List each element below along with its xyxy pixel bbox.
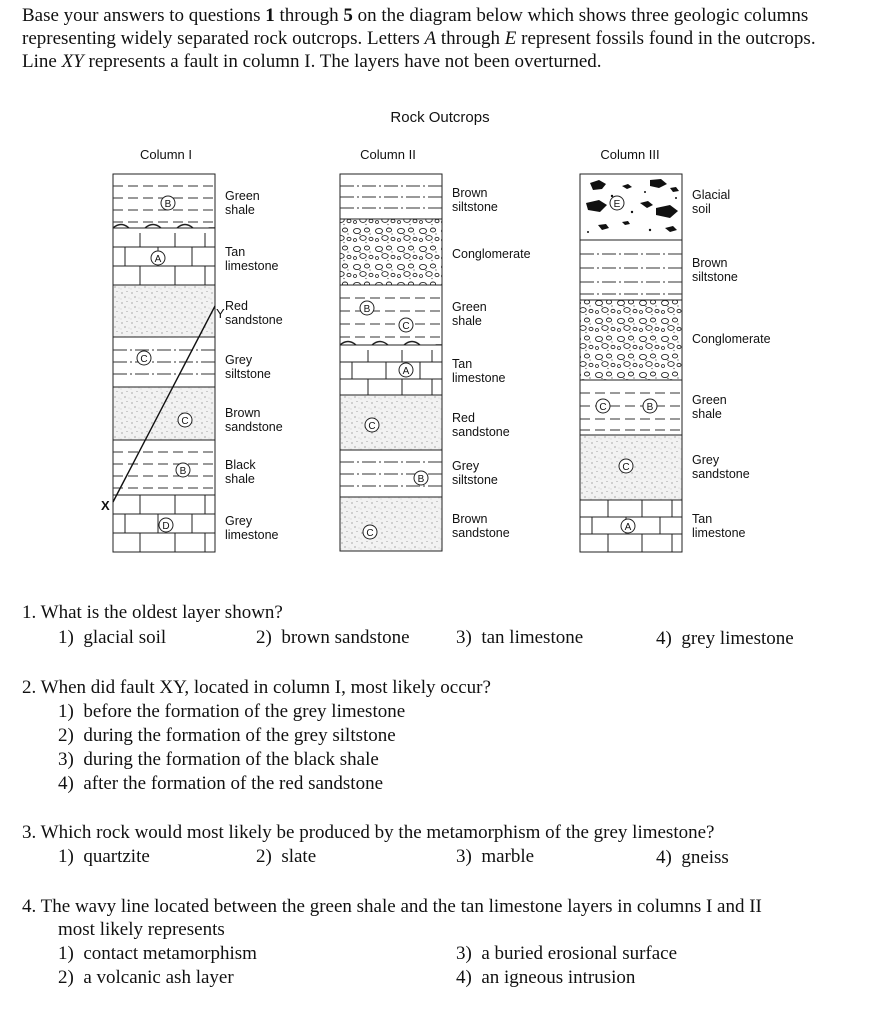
answer-option[interactable]: 3) tan limestone xyxy=(456,627,584,648)
column-1 xyxy=(101,174,283,552)
layer-label: Tan xyxy=(692,512,713,526)
svg-text:B: B xyxy=(646,402,654,413)
layer-label: Brown xyxy=(692,256,728,270)
svg-text:C: C xyxy=(181,416,189,427)
layer-label: siltstone xyxy=(225,367,271,381)
svg-text:A: A xyxy=(402,366,410,377)
question-text: What is the oldest layer shown? xyxy=(40,602,283,623)
column-1-layer-black-shale xyxy=(113,440,215,495)
diagram-title: Rock Outcrops xyxy=(390,109,490,126)
layer-label: Conglomerate xyxy=(452,247,531,261)
svg-text:B: B xyxy=(363,304,371,315)
column-3 xyxy=(580,174,771,552)
intro-text: Base your answers to questions xyxy=(22,5,266,26)
answer-option[interactable]: 1) before the formation of the grey limestone xyxy=(58,701,406,722)
answer-option[interactable]: 2) a volcanic ash layer xyxy=(58,967,234,988)
svg-text:C: C xyxy=(599,402,607,413)
answer-option[interactable]: 1) quartzite xyxy=(58,846,150,867)
fossil-b xyxy=(176,463,190,477)
layer-label: Grey xyxy=(452,459,480,473)
fossil-a xyxy=(621,519,635,533)
layer-label: shale xyxy=(692,407,722,421)
question-text: The wavy line located between the green shale and the tan limestone layers in columns I and II xyxy=(40,896,762,917)
layer-label: Conglomerate xyxy=(692,332,771,346)
column-2-heading: Column II xyxy=(360,147,416,162)
column-3-layer-conglomerate xyxy=(580,300,682,380)
fossil-b xyxy=(360,301,374,315)
column-1-layer-grey-siltstone xyxy=(113,337,215,387)
layer-label: shale xyxy=(225,203,255,217)
fossil-c xyxy=(596,399,610,413)
layer-label: sandstone xyxy=(452,526,510,540)
svg-text:E: E xyxy=(613,199,621,210)
layer-label: sandstone xyxy=(692,467,750,481)
intro-text: through xyxy=(274,5,344,26)
svg-text:B: B xyxy=(179,466,187,477)
column-2-layer-red-sandstone xyxy=(340,395,442,450)
question-number: 1. xyxy=(22,602,37,623)
column-3-layer-green-shale xyxy=(580,380,682,435)
column-3-layer-glacial-soil xyxy=(580,174,682,240)
answer-option[interactable]: 4) an igneous intrusion xyxy=(456,967,636,988)
answer-option[interactable]: 4) after the formation of the red sandstone xyxy=(58,773,383,794)
fossil-b xyxy=(161,196,175,210)
rock-outcrops-diagram xyxy=(0,100,870,570)
svg-text:C: C xyxy=(140,354,148,365)
column-2-layer-tan-limestone xyxy=(340,345,442,395)
intro-italic: XY xyxy=(61,51,84,72)
fault-label-x: X xyxy=(101,498,110,513)
fossil-c xyxy=(399,318,413,332)
layer-label: sandstone xyxy=(225,313,283,327)
fossil-a xyxy=(151,251,165,265)
fossil-d xyxy=(159,518,173,532)
question-4-continued: most likely represents xyxy=(58,919,225,940)
intro-text: on the diagram below which shows three geologic columns representing widely separated rock outcrops. Letters xyxy=(22,5,809,49)
column-3-layer-brown-siltstone xyxy=(580,240,682,300)
layer-label: Red xyxy=(225,299,248,313)
column-2-layer-brown-siltstone xyxy=(340,174,442,219)
layer-label: soil xyxy=(692,202,711,216)
answer-option[interactable]: 3) during the formation of the black shale xyxy=(58,749,379,770)
answer-option[interactable]: 2) brown sandstone xyxy=(256,627,410,648)
svg-text:D: D xyxy=(162,521,170,532)
intro-text: through xyxy=(436,28,505,49)
intro-italic: E xyxy=(504,28,517,49)
column-1-heading: Column I xyxy=(139,147,193,162)
layer-label: limestone xyxy=(692,526,746,540)
fossil-c xyxy=(363,525,377,539)
fossil-c xyxy=(137,351,151,365)
layer-label: Green xyxy=(692,393,727,407)
layer-label: shale xyxy=(225,472,255,486)
layer-label: shale xyxy=(452,314,482,328)
question-text: When did fault XY, located in column I, most likely occur? xyxy=(40,677,491,698)
question-4 xyxy=(22,895,762,918)
svg-text:A: A xyxy=(154,254,162,265)
answer-option[interactable]: 3) marble xyxy=(456,846,535,867)
column-1-layer-red-sandstone xyxy=(113,285,215,337)
fossil-b xyxy=(643,399,657,413)
layer-label: Tan xyxy=(452,357,473,371)
layer-label: limestone xyxy=(225,259,279,273)
layer-label: limestone xyxy=(452,371,506,385)
svg-text:B: B xyxy=(164,199,172,210)
answer-option[interactable]: 4) gneiss xyxy=(656,847,729,868)
layer-label: Tan xyxy=(225,245,246,259)
svg-text:C: C xyxy=(402,321,410,332)
svg-text:A: A xyxy=(624,522,632,533)
column-2-layer-green-shale xyxy=(340,285,442,345)
fossil-a xyxy=(399,363,413,377)
layer-label: Grey xyxy=(692,453,720,467)
intro-italic: A xyxy=(424,28,437,49)
fossil-e xyxy=(610,196,624,210)
layer-label: Grey xyxy=(225,353,253,367)
layer-label: sandstone xyxy=(225,420,283,434)
question-1 xyxy=(22,601,283,624)
question-3 xyxy=(22,821,714,844)
column-2-layer-conglomerate xyxy=(340,219,442,285)
fossil-c xyxy=(178,413,192,427)
layer-label: Green xyxy=(225,189,260,203)
layer-label: Red xyxy=(452,411,475,425)
svg-text:B: B xyxy=(417,474,425,485)
layer-label: Black xyxy=(225,458,256,472)
svg-text:C: C xyxy=(622,462,630,473)
svg-text:C: C xyxy=(368,421,376,432)
answer-option[interactable]: 1) glacial soil xyxy=(58,627,167,648)
intro-text: represent fossils found in the outcrops. Line xyxy=(22,28,816,72)
question-number: 3. xyxy=(22,822,37,843)
answer-option[interactable]: 2) during the formation of the grey siltstone xyxy=(58,725,396,746)
layer-label: sandstone xyxy=(452,425,510,439)
question-text: Which rock would most likely be produced by the metamorphism of the grey limestone? xyxy=(40,822,715,843)
layer-label: Green xyxy=(452,300,487,314)
layer-label: Brown xyxy=(225,406,261,420)
layer-label: siltstone xyxy=(452,473,498,487)
layer-label: Brown xyxy=(452,512,488,526)
answer-option[interactable]: 1) contact metamorphism xyxy=(58,943,257,964)
question-number: 4. xyxy=(22,896,37,917)
column-3-heading: Column III xyxy=(600,147,660,162)
column-2-layer-brown-sandstone xyxy=(340,497,442,551)
fossil-b xyxy=(414,471,428,485)
layer-label: Grey xyxy=(225,514,253,528)
intro-bold-number: 5 xyxy=(343,5,353,26)
intro-text: represents a fault in column I. The layers have not been overturned. xyxy=(83,51,602,72)
intro-bold-number: 1 xyxy=(265,5,275,26)
question-2 xyxy=(22,676,491,699)
answer-option[interactable]: 3) a buried erosional surface xyxy=(456,943,678,964)
column-2 xyxy=(340,174,531,551)
fossil-c xyxy=(619,459,633,473)
layer-label: limestone xyxy=(225,528,279,542)
fault-label-y: Y xyxy=(216,306,225,321)
column-1-layer-brown-sandstone xyxy=(113,387,215,440)
answer-option[interactable]: 4) grey limestone xyxy=(656,628,794,649)
intro-paragraph xyxy=(22,4,852,73)
answer-option[interactable]: 2) slate xyxy=(256,846,317,867)
layer-label: siltstone xyxy=(692,270,738,284)
fossil-c xyxy=(365,418,379,432)
question-number: 2. xyxy=(22,677,37,698)
layer-label: siltstone xyxy=(452,200,498,214)
layer-label: Glacial xyxy=(692,188,731,202)
layer-label: Brown xyxy=(452,186,488,200)
svg-text:C: C xyxy=(366,528,374,539)
